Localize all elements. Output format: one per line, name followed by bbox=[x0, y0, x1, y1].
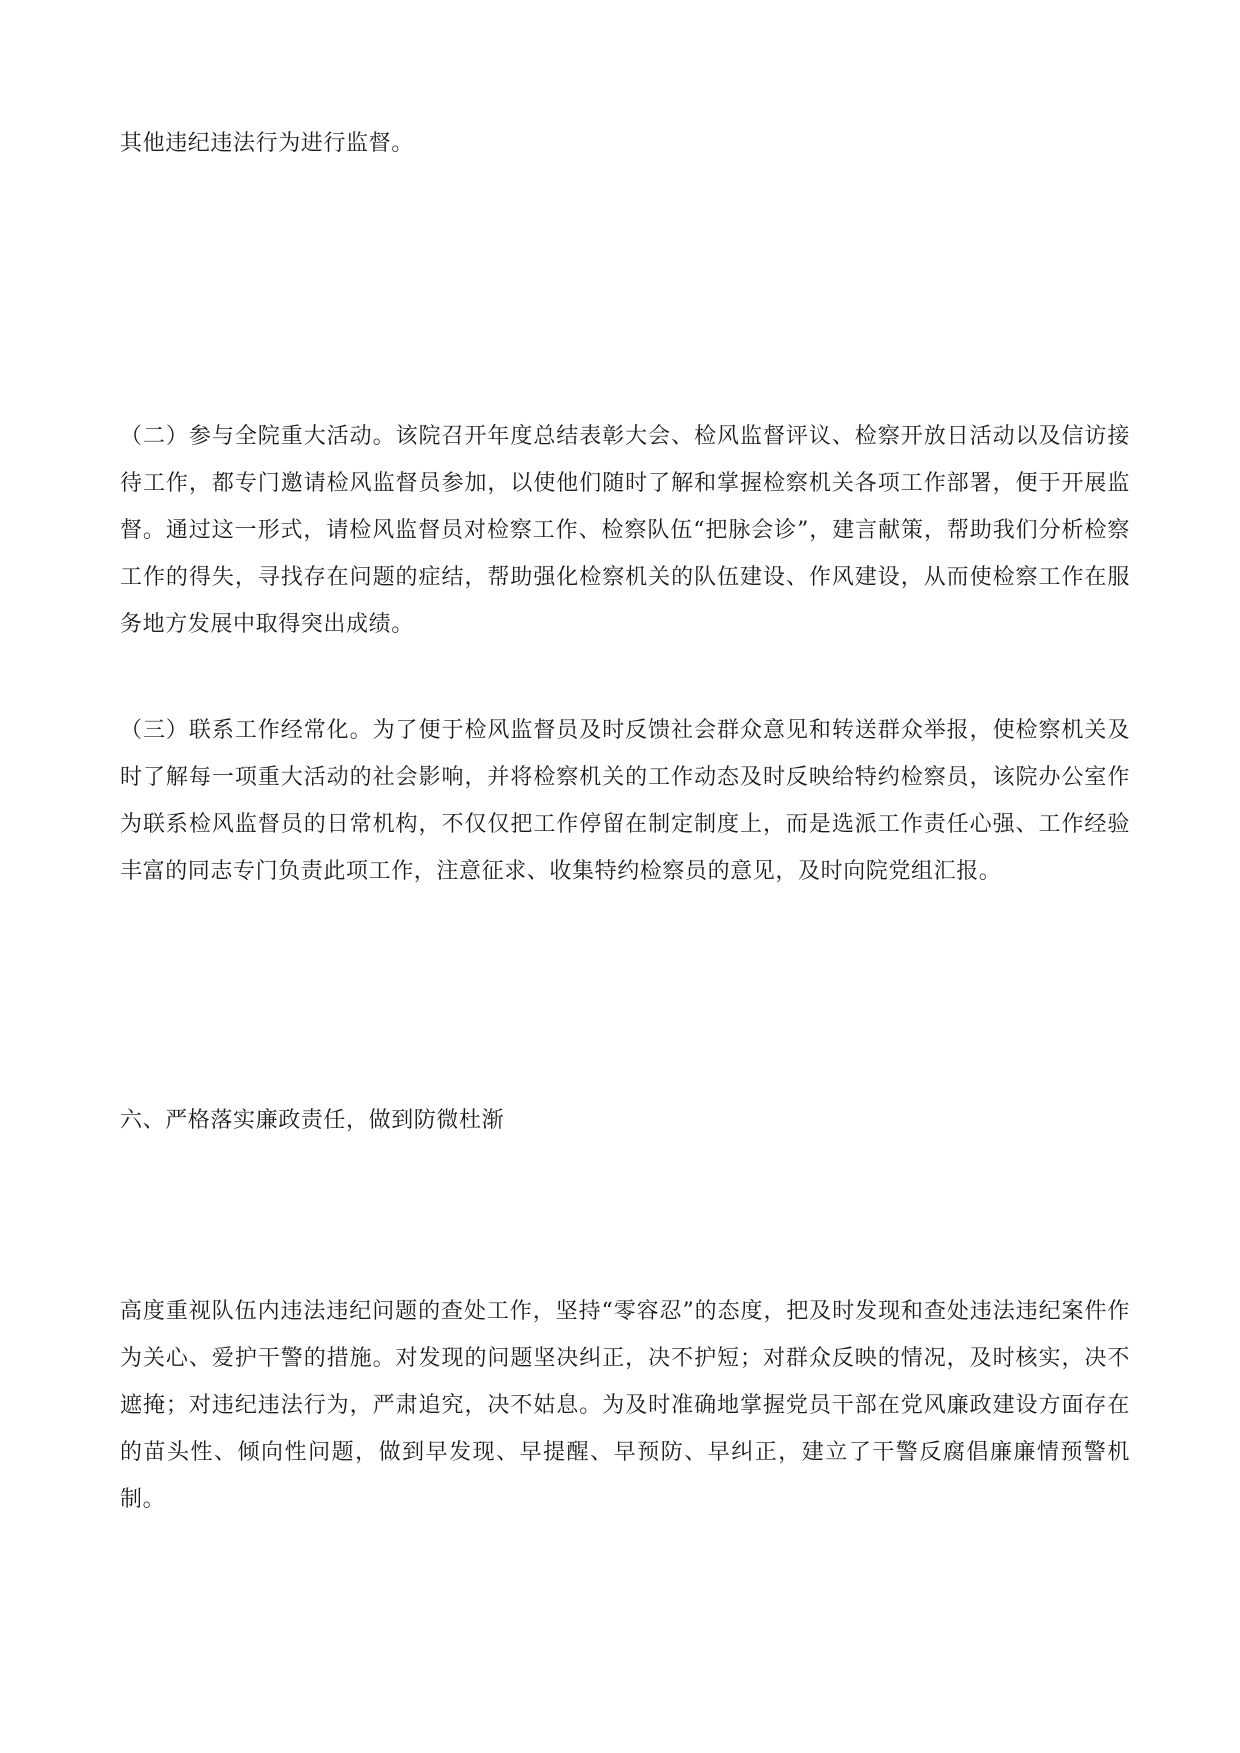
paragraph-continuation: 其他违纪违法行为进行监督。 bbox=[120, 131, 414, 156]
paragraph-item-3: （三）联系工作经常化。为了便于检风监督员及时反馈社会群众意见和转送群众举报，使检察机关及时了解每一项重大活动的社会影响，并将检察机关的工作动态及时反映给特约检察员，该院办公室作为联系检风监督员的日常机构，不仅仅把工作停留在制定制度上，而是选派工作责任心强、工作经验丰富的同志专门负责此项工作，注意征求、收集特约检察员的意见，及时向院党组汇报。 bbox=[120, 718, 1130, 884]
paragraph-item-2: （二）参与全院重大活动。该院召开年度总结表彰大会、检风监督评议、检察开放日活动以及信访接待工作，都专门邀请检风监督员参加，以使他们随时了解和掌握检察机关各项工作部署，便于开展监督。通过这一形式，请检风监督员对检察工作、检察队伍“把脉会诊”，建言献策，帮助我们分析检察工作的得失，寻找存在问题的症结，帮助强化检察机关的队伍建设、作风建设，从而使检察工作在服务地方发展中取得突出成绩。 bbox=[120, 424, 1130, 637]
paragraph-section-6-body: 高度重视队伍内违法违纪问题的查处工作，坚持“零容忍”的态度，把及时发现和查处违法违纪案件作为关心、爱护干警的措施。对发现的问题坚决纠正，决不护短；对群众反映的情况，及时核实，决不遮掩；对违纪违法行为，严肃追究，决不姑息。为及时准确地掌握党员干部在党风廉政建设方面存在的苗头性、倾向性问题，做到早发现、早提醒、早预防、早纠正，建立了干警反腐倡廉廉情预警机制。 bbox=[120, 1299, 1130, 1512]
section-heading-6: 六、严格落实廉政责任，做到防微杜渐 bbox=[120, 1108, 505, 1133]
